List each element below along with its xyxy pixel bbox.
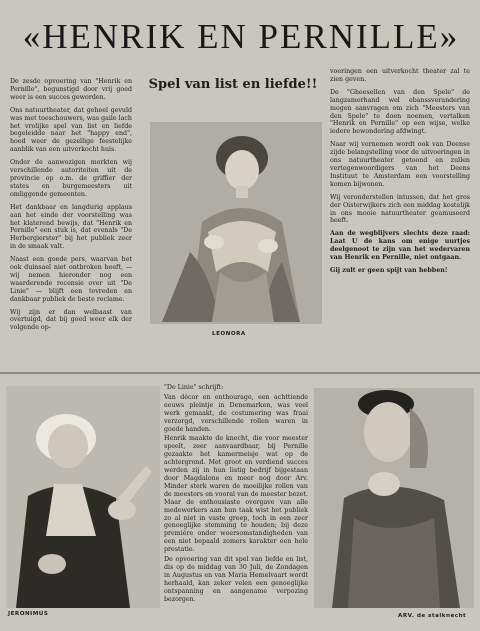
leonora-caption: LEONORA <box>212 331 246 337</box>
paragraph: Gij zult er geen spijt van hebben! <box>330 266 448 274</box>
leonora-photo <box>150 122 322 324</box>
jeronimus-photo <box>6 386 160 608</box>
paragraph: Naar wij vernemen wordt ook van Deense zijde belangstelling voor de uitvoeringen in ons natuurtheater getoond en zullen vertegenwoordigers van het Deens Instituut te Amsterdam een voorstelling komen bijwonen. <box>330 141 470 188</box>
paragraph: "De Linie" schrijft: <box>164 384 224 391</box>
page-title: «HENRIK EN PERNILLE» <box>22 17 460 56</box>
jeronimus-caption: JERONIMUS <box>8 611 49 617</box>
paragraph: Het dankbaar en langdurig applaus aan het einde der voorstelling was het klaterend bewijs, dat "Henrik en Pernille" een stuk is, dat evenals "De Herbergierster" bij het publiek zeer in de smaak valt. <box>10 203 132 251</box>
middle-text-column <box>164 384 308 624</box>
paragraph: Onder de aanwezigen merkten wij verschillende autoriteiten uit de provincie op o.m. de griffier der states en burgemeesters uit omliggende gemeenten. <box>10 159 132 198</box>
paragraph: De zesde opvoering van "Henrik en Pernille", begunstigd door vrij goed weer is een succes geworden. <box>10 78 132 101</box>
paragraph: Aan de wegblijvers slechts deze raad: Laat U de kans om enige uurtjes deelgenoot te zijn van het wedervaren van Henrik en Pernille, niet ontgaan. <box>330 230 470 262</box>
left-text-column <box>10 78 132 343</box>
right-text-column <box>330 68 470 370</box>
paragraph: De "Gheesellen van den Spele" de langzamerhand wel ebanssverandering mogen aanvragen om zich "Meesters van den Spele" te doen noemen, vertalken "Henrik en Pernille" op een wijse, welke iedere bewondering afdwingt. <box>330 88 470 136</box>
arv-caption: ARV. de stalknecht <box>398 613 467 619</box>
paragraph: Van décor en enthourage, een achttiende eeuws pleintje in Denemarken, was veel werk gemaakt, de costumering was fraai verzorgd, verschillende rollen waren in goede handen. <box>164 393 308 433</box>
paragraph: De opvoering van dit spel van liefde en list, dis op de middag van 30 Juli, de Zondagen in Augustus en van Maria Hemelvaart wordt herhaald, kan zeker velen een genoeglijke ontspanning en aangename verpozing bezorgen. <box>164 556 308 603</box>
article-subtitle: Spel van list en liefde!! <box>148 77 318 92</box>
paragraph: Naast een goede pers, waarvan het ook duinsael niet ontbroken heeft, — wij nemen hieronder nog een waarderende recensie over uit "De Linie" — blijft een tevreden en dankbaar publiek de beste reclame. <box>10 256 132 303</box>
paragraph: Wij zijn er dan welbaast van overtuigd, dat bij goed weer elk der volgende op- <box>10 308 132 332</box>
paragraph: voeringen een uitverkocht theater zal te zien geven. <box>330 68 470 83</box>
paragraph: Ons natuurtheater, dat geheel gevuld was met toeschouwers, was gaile lach het vrolijke spel van list en liefde begeleidde naar het "happy end", hoed weer de gezellige feestelijke aanblik van een uitverkocht huis. <box>10 106 132 154</box>
paragraph: Henrik maakte de knecht, die voor meester speelt, zeer aanvaardbaar, bij Pernille gezaakte het kamermeisje wat op de achtergrond. Met groot en verdiend succes werden zij in hun listig bedrijf bijgestaan door Magdalone en meer nog door Arv. Minder sterk waren de moeilijke rollen van de meesters en vooral van de meester bezet. Maar de enthousiaste overgave van alle medewerkers aan hun taak wist het publiek zo al niet in vaste greep, toch in een zeer genoeglijke stemming te houden; bij deze premiére onder weersomstandigheden van een niet bepaald zomers karakter een hele prestatie. <box>164 435 308 554</box>
section-divider <box>0 372 480 374</box>
paragraph: Wij veronderstellen intussen, dat het gros der Oisterwijkers zich een middag kostelijk in ons mooie natuurtheater geamuseerd heeft. <box>330 193 470 225</box>
arv-photo <box>314 388 474 608</box>
